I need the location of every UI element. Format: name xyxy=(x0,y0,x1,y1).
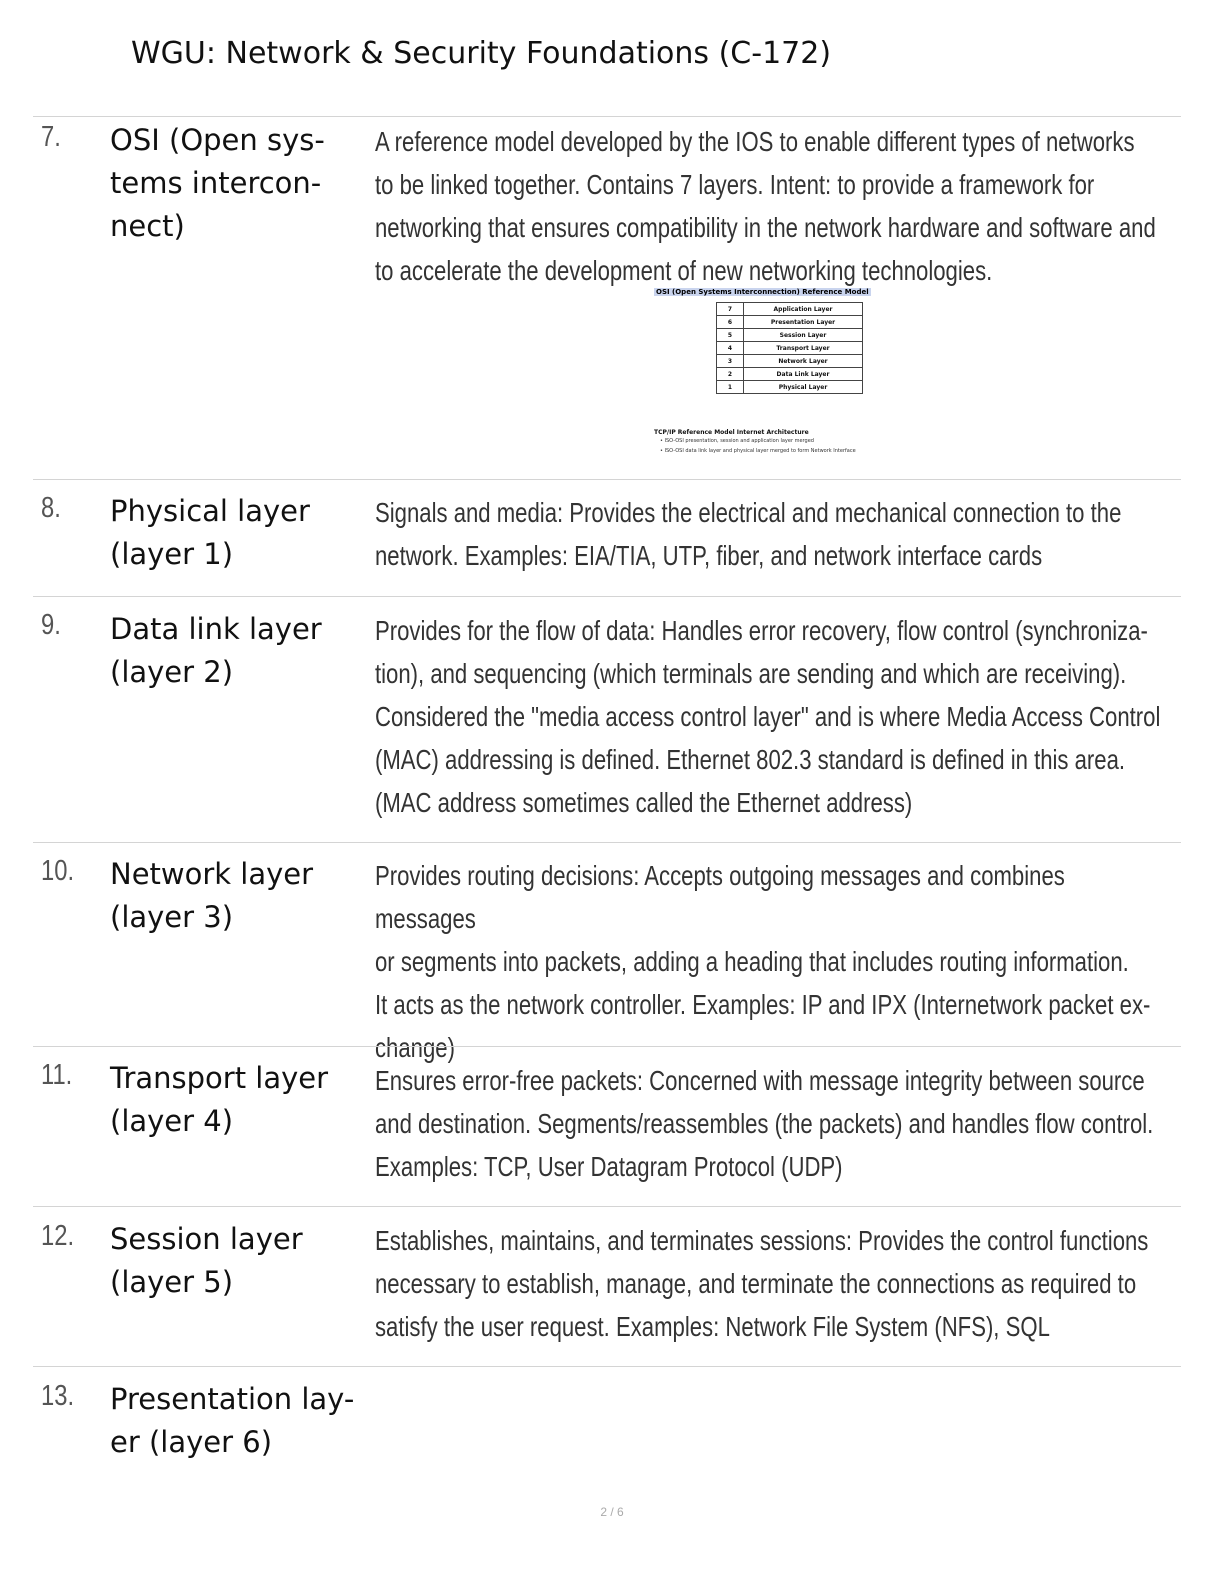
divider xyxy=(33,842,1181,843)
layer-name: Data Link Layer xyxy=(744,368,863,381)
layer-number: 3 xyxy=(717,355,744,368)
entry-definition: Establishes, maintains, and terminates sessions: Provides the control functions necessary to establish, manage, and terminate the connections as required to satisfy the user request. Examples: Network File System (NFS), SQL xyxy=(375,1225,1149,1342)
entry-definition: Signals and media: Provides the electrical and mechanical connection to the network. Examples: EIA/TIA, UTP, fiber, and network interface cards xyxy=(375,497,1122,571)
entry-term: Data link layer (layer 2) xyxy=(110,612,322,689)
osi-reference-model-figure xyxy=(650,288,910,458)
entry-definition: Provides for the flow of data: Handles error recovery, flow control (synchroniza- tion), and sequencing (which terminals are sending and which are receiving). Considered the "media access control layer" and is where Media Access Control (MAC) addressing is defined. Ethernet 802.3 standard is defined in this area. (MAC address sometimes called the Ethernet address) xyxy=(375,615,1161,818)
layer-number: 4 xyxy=(717,342,744,355)
table-row xyxy=(717,355,863,368)
figure-bullet: • ISO-OSI presentation, session and application layer merged xyxy=(660,438,814,444)
entry-term: OSI (Open sys- tems intercon- nect) xyxy=(110,123,325,243)
divider xyxy=(33,1046,1181,1047)
entry-term: Network layer (layer 3) xyxy=(110,857,314,934)
layer-name: Transport Layer xyxy=(744,342,863,355)
osi-layer-table xyxy=(716,302,863,394)
entry-number: 10. xyxy=(41,855,75,887)
entry-term: Session layer (layer 5) xyxy=(110,1222,303,1299)
layer-number: 2 xyxy=(717,368,744,381)
divider xyxy=(33,116,1181,117)
entry-definition: Provides routing decisions: Accepts outgoing messages and combines messages or segments into packets, adding a heading that includes routing information. It acts as the network controller. Examples: IP and IPX (Internetwork packet ex- change) xyxy=(375,860,1151,1063)
table-row xyxy=(717,381,863,394)
layer-number: 6 xyxy=(717,316,744,329)
entry-definition: A reference model developed by the IOS to enable different types of networks to be linked together. Contains 7 layers. Intent: to provide a framework for networking that ensures compatibility in the network hardware and software and to accelerate the development of new networking technologies. xyxy=(375,126,1156,286)
layer-name: Session Layer xyxy=(744,329,863,342)
page-number: 2 / 6 xyxy=(600,1505,624,1519)
entry-number: 13. xyxy=(41,1380,75,1412)
figure-title: OSI (Open Systems Interconnection) Reference Model xyxy=(656,288,869,296)
layer-name: Network Layer xyxy=(744,355,863,368)
divider xyxy=(33,596,1181,597)
figure-subtitle: TCP/IP Reference Model Internet Architecture xyxy=(654,429,809,436)
entry-term: Presentation lay- er (layer 6) xyxy=(110,1382,355,1459)
document-title: WGU: Network & Security Foundations (C-172) xyxy=(131,36,832,71)
layer-name: Application Layer xyxy=(744,303,863,316)
layer-number: 5 xyxy=(717,329,744,342)
divider xyxy=(33,1206,1181,1207)
layer-name: Physical Layer xyxy=(744,381,863,394)
entry-number: 7. xyxy=(41,121,61,153)
table-row xyxy=(717,342,863,355)
entry-number: 11. xyxy=(41,1059,73,1091)
entry-term: Physical layer (layer 1) xyxy=(110,494,310,571)
table-row xyxy=(717,303,863,316)
entry-number: 9. xyxy=(41,609,61,641)
figure-bullet: • ISO-OSI data link layer and physical layer merged to form Network Interface xyxy=(660,448,856,454)
table-row xyxy=(717,329,863,342)
table-row xyxy=(717,368,863,381)
entry-term: Transport layer (layer 4) xyxy=(110,1061,329,1138)
entry-definition: Ensures error-free packets: Concerned with message integrity between source and destination. Segments/reassembles (the packets) and handles flow control. Examples: TCP, User Datagram Protocol (UDP) xyxy=(375,1065,1154,1182)
divider xyxy=(33,1366,1181,1367)
entry-number: 8. xyxy=(41,492,61,524)
table-row xyxy=(717,316,863,329)
divider xyxy=(33,479,1181,480)
layer-name: Presentation Layer xyxy=(744,316,863,329)
entry-number: 12. xyxy=(41,1220,75,1252)
layer-number: 1 xyxy=(717,381,744,394)
layer-number: 7 xyxy=(717,303,744,316)
